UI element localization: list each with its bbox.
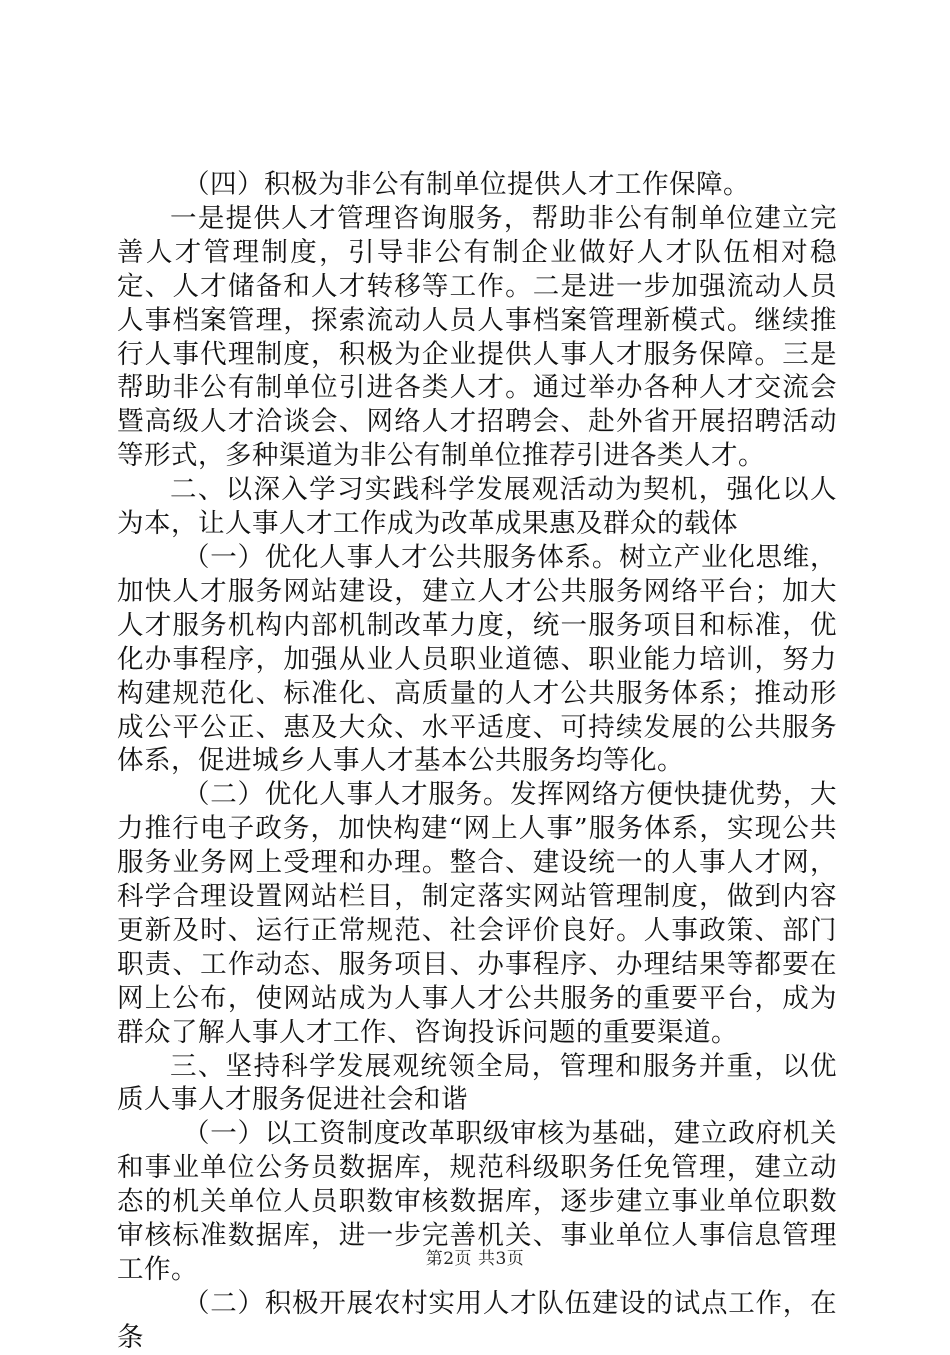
paragraph-heading-3-item-1: （一）以工资制度改革职级审核为基础，建立政府机关和事业单位公务员数据库，规范科级职务任免管理，建立动态的机关单位人员职数审核数据库，逐步建立事业单位职数审核标准数据库，进一步完善机关、事业单位人事信息管理工作。 <box>117 1118 837 1285</box>
paragraph-heading-2: 二、以深入学习实践科学发展观活动为契机，强化以人为本，让人事人才工作成为改革成果惠及群众的载体 <box>117 474 837 540</box>
page-number-footer: 第2页 共3页 <box>425 1249 525 1269</box>
paragraph-section-4-body: 一是提供人才管理咨询服务，帮助非公有制单位建立完善人才管理制度，引导非公有制企业做好人才队伍相对稳定、人才储备和人才转移等工作。二是进一步加强流动人员人事档案管理，探索流动人员人事档案管理新模式。继续推行人事代理制度，积极为企业提供人事人才服务保障。三是帮助非公有制单位引进各类人才。通过举办各种人才交流会暨高级人才洽谈会、网络人才招聘会、赴外省开展招聘活动等形式，多种渠道为非公有制单位推荐引进各类人才。 <box>117 202 837 472</box>
document-body <box>117 168 837 1355</box>
paragraph-section-4: （四）积极为非公有制单位提供人才工作保障。 <box>183 169 750 200</box>
paragraph-heading-2-item-2: （二）优化人事人才服务。发挥网络方便快捷优势，大力推行电子政务，加快构建“网上人事”服务体系，实现公共服务业务网上受理和办理。整合、建设统一的人事人才网，科学合理设置网站栏目，制定落实网站管理制度，做到内容更新及时、运行正常规范、社会评价良好。人事政策、部门职责、工作动态、服务项目、办事程序、办理结果等都要在网上公布，使网站成为人事人才公共服务的重要平台，成为群众了解人事人才工作、咨询投诉问题的重要渠道。 <box>117 779 837 1048</box>
paragraph-heading-3: 三、坚持科学发展观统领全局，管理和服务并重，以优质人事人才服务促进社会和谐 <box>117 1050 837 1116</box>
paragraph-heading-3-item-2: （二）积极开展农村实用人才队伍建设的试点工作，在条 <box>117 1287 837 1353</box>
paragraph-heading-2-item-1: （一）优化人事人才公共服务体系。树立产业化思维，加快人才服务网站建设，建立人才公共服务网络平台；加大人才服务机构内部机制改革力度，统一服务项目和标准，优化办事程序，加强从业人员职业道德、职业能力培训，努力构建规范化、标准化、高质量的人才公共服务体系；推动形成公平公正、惠及大众、水平适度、可持续发展的公共服务体系，促进城乡人事人才基本公共服务均等化。 <box>117 541 837 777</box>
